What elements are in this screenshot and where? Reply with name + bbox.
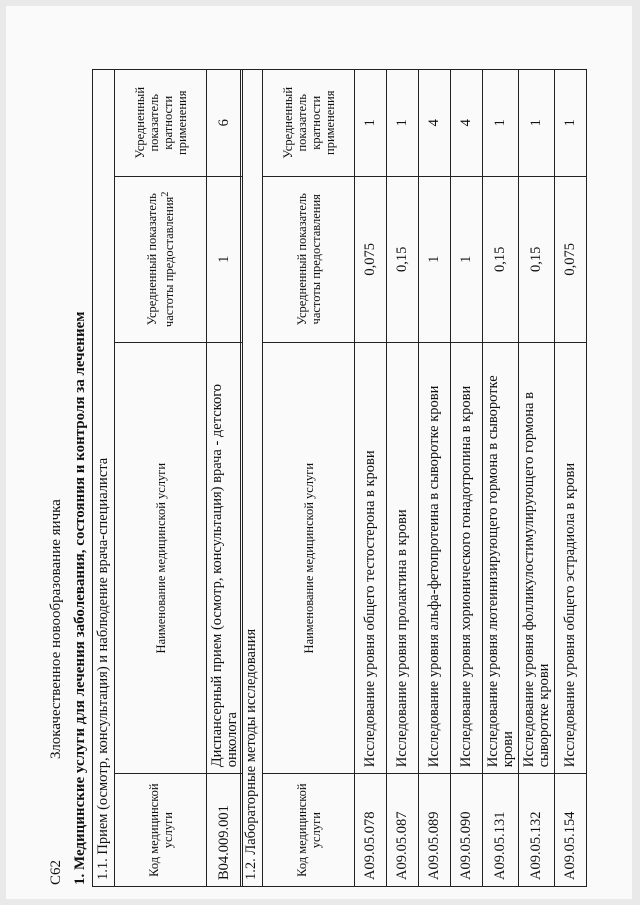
- service-frequency: 0,075: [555, 176, 587, 343]
- service-code: A09.05.078: [355, 774, 387, 887]
- table1-subtitle: 1.1. Прием (осмотр, консультация) и наблюдение врача-специалиста: [93, 70, 115, 887]
- table-row: [451, 70, 483, 887]
- service-frequency: 0,15: [483, 176, 519, 343]
- service-name: Исследование уровня альфа-фетопротеина в сыворотке крови: [419, 343, 451, 774]
- table-row: [519, 70, 555, 887]
- header-frequency: Усредненный показатель частоты предоставления: [263, 176, 355, 343]
- service-code: A09.05.090: [451, 774, 483, 887]
- header-frequency-text: Усредненный показатель частоты предоставления: [144, 193, 177, 328]
- header-name: Наименование медицинской услуги: [115, 343, 207, 774]
- service-name: Исследование уровня хорионического гонадотропина в крови: [451, 343, 483, 774]
- service-frequency: 1: [419, 176, 451, 343]
- header-name: Наименование медицинской услуги: [263, 343, 355, 774]
- service-code: A09.05.131: [483, 774, 519, 887]
- table2-subtitle: 1.2. Лабораторные методы исследования: [241, 70, 263, 887]
- header-code: Код медицинской услуги: [115, 774, 207, 887]
- footnote-marker: 2: [159, 191, 171, 197]
- service-name: Исследование уровня общего тестостерона в крови: [355, 343, 387, 774]
- service-name: Исследование уровня пролактина в крови: [387, 343, 419, 774]
- section-1-title: 1. Медицинские услуги для лечения заболевания, состояния и контроля за лечением: [72, 311, 88, 885]
- service-multiplicity: 4: [451, 70, 483, 177]
- service-multiplicity: 1: [483, 70, 519, 177]
- service-frequency: 0,15: [519, 176, 555, 343]
- service-frequency: 1: [451, 176, 483, 343]
- service-multiplicity: 4: [419, 70, 451, 177]
- table-row: [555, 70, 587, 887]
- header-multiplicity: Усредненный показатель кратности применения: [115, 70, 207, 177]
- consultation-table: [92, 69, 243, 887]
- service-code: A09.05.154: [555, 774, 587, 887]
- service-multiplicity: 1: [555, 70, 587, 177]
- header-frequency: [115, 176, 207, 343]
- service-code: A09.05.089: [419, 774, 451, 887]
- header-code: Код медицинской услуги: [263, 774, 355, 887]
- service-multiplicity: 1: [387, 70, 419, 177]
- service-code: B04.009.001: [207, 774, 243, 887]
- service-multiplicity: 1: [519, 70, 555, 177]
- service-frequency: 1: [207, 176, 243, 343]
- table-row: [483, 70, 519, 887]
- header-multiplicity: Усредненный показатель кратности применения: [263, 70, 355, 177]
- service-code: A09.05.087: [387, 774, 419, 887]
- table-row: [387, 70, 419, 887]
- service-name: Диспансерный прием (осмотр, консультация) врача - детского онколога: [207, 343, 243, 774]
- service-multiplicity: 1: [355, 70, 387, 177]
- diagnosis-title: Злокачественное новообразование яичка: [48, 499, 64, 759]
- service-frequency: 0,075: [355, 176, 387, 343]
- table-row: [355, 70, 387, 887]
- service-name: Исследование уровня общего эстрадиола в крови: [555, 343, 587, 774]
- service-multiplicity: 6: [207, 70, 243, 177]
- laboratory-table: [240, 69, 587, 887]
- diagnosis-code: C62: [48, 859, 64, 885]
- service-frequency: 0,15: [387, 176, 419, 343]
- service-name: Исследование уровня фолликулостимулирующего гормона в сыворотке крови: [519, 343, 555, 774]
- table-row: [419, 70, 451, 887]
- table-row: [207, 70, 243, 887]
- service-code: A09.05.132: [519, 774, 555, 887]
- service-name: Исследование уровня лютеинизирующего гормона в сыворотке крови: [483, 343, 519, 774]
